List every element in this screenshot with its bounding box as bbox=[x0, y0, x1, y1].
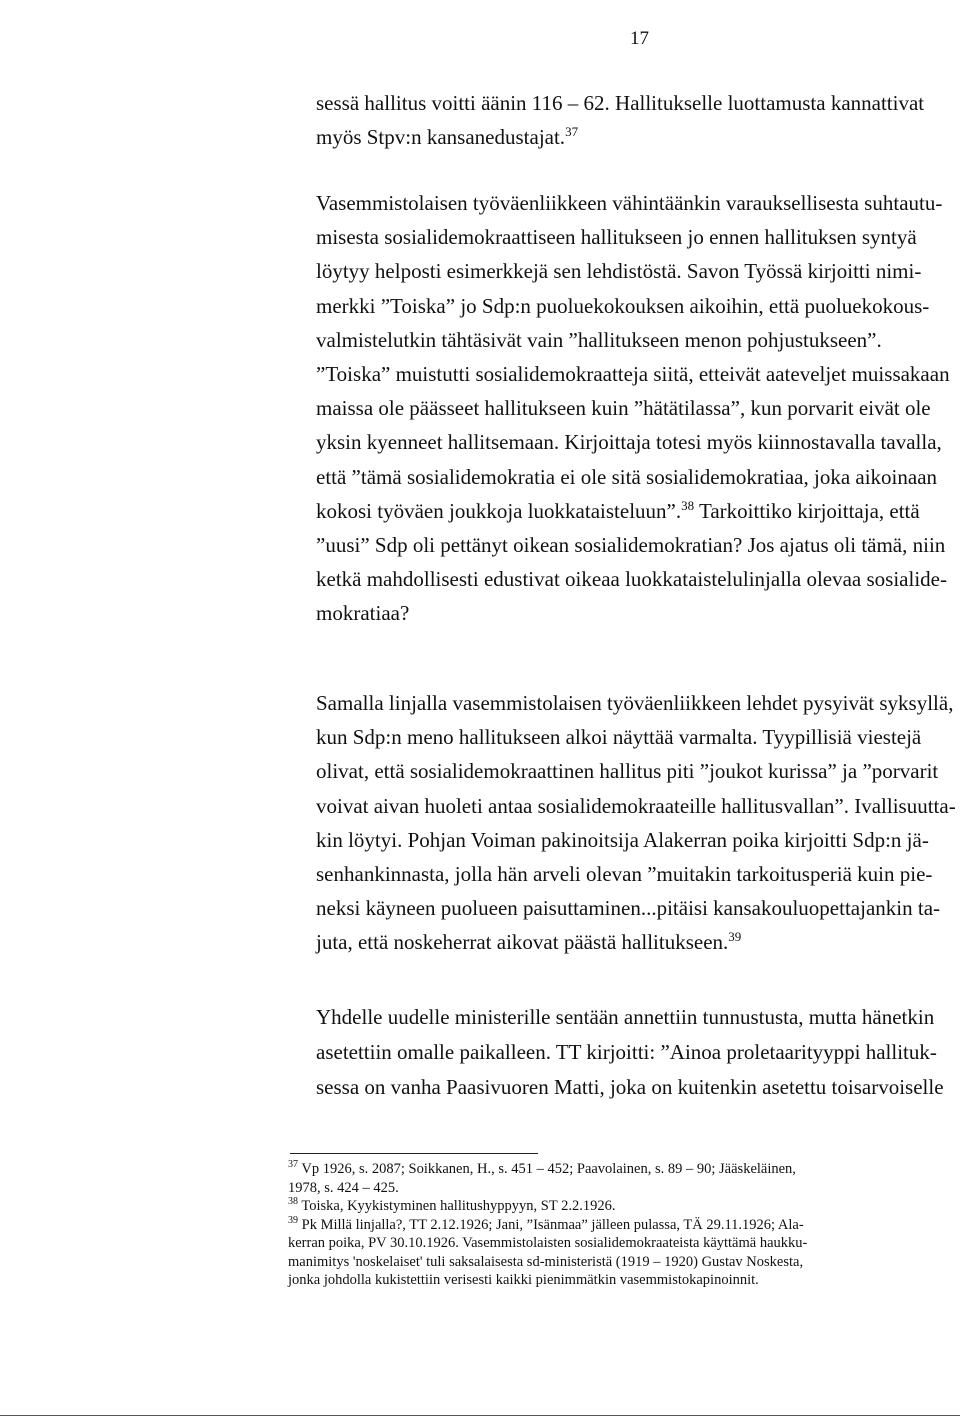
text-line: kin löytyi. Pohjan Voiman pakinoitsija Alakerran poika kirjoitti Sdp:n jä- bbox=[316, 827, 929, 852]
text-line: kokosi työväen joukkoja luokkataisteluun”.$^{38}$ Tarkoittiko kirjoittaja, että bbox=[316, 497, 920, 523]
paragraph-2 bbox=[316, 186, 956, 630]
text-line: misesta sosialidemokraattiseen hallitukseen jo ennen hallituksen syntyä bbox=[316, 225, 917, 250]
footnote-37: $^{37}$ Vp 1926, s. 2087; Soikkanen, H., s. 451 – 452; Paavolainen, s. 89 – 90; Jääskeläinen, bbox=[288, 1159, 796, 1177]
footnote-38: $^{38}$ Toiska, Kyykistyminen hallitushyppyyn, ST 2.2.1926. bbox=[288, 1196, 616, 1214]
text-line: ”uusi” Sdp oli pettänyt oikean sosialidemokratian? Jos ajatus oli tämä, niin bbox=[316, 532, 946, 557]
footnote-separator bbox=[290, 1153, 538, 1154]
text-line: Yhdelle uudelle ministerille sentään annettiin tunnustusta, mutta hänetkin bbox=[316, 1005, 935, 1029]
footnote-text-line: manimitys 'noskelaiset' tuli saksalaisesta sd-ministeristä (1919 – 1920) Gustav Noskesta, bbox=[288, 1253, 804, 1270]
text-line: myös Stpv:n kansanedustajat.$^{37}$ bbox=[316, 124, 579, 149]
footnote-ref: 38 bbox=[681, 497, 695, 513]
text-line: löytyy helposti esimerkkejä sen lehdistöstä. Savon Työssä kirjoitti nimi- bbox=[316, 259, 922, 284]
text-line: yksin kyenneet hallitsemaan. Kirjoittaja totesi myös kiinnostavalla tavalla, bbox=[316, 430, 942, 455]
text-line: kun Sdp:n meno hallitukseen alkoi näyttää varmalta. Tyypillisiä viestejä bbox=[316, 725, 922, 750]
paragraph-4 bbox=[316, 1000, 956, 1105]
text-line: olivat, että sosialidemokraattinen hallitus piti ”joukot kurissa” ja ”porvarit bbox=[316, 759, 939, 784]
footnote-number: 38 bbox=[288, 1196, 298, 1208]
text-line: merkki ”Toiska” jo Sdp:n puoluekokouksen aikoihin, että puoluekokous- bbox=[316, 293, 930, 318]
text-line: neksi käyneen puolueen paisuttaminen...pitäisi kansakouluopettajankin ta- bbox=[316, 896, 941, 921]
paragraph-1 bbox=[316, 86, 956, 154]
text-line: juta, että noskeherrat aikovat päästä hallitukseen.$^{39}$ bbox=[316, 929, 742, 955]
footnote-text-line: jonka johdolla kukistettiin verisesti kaikki pienimmätkin vasemmistokapinoinnit. bbox=[288, 1272, 759, 1288]
footnote-number: 39 bbox=[288, 1214, 298, 1226]
footnote-text-line: 1978, s. 424 – 425. bbox=[288, 1179, 399, 1196]
paragraph-3 bbox=[316, 686, 956, 960]
page-number: 17 bbox=[630, 28, 649, 49]
text-line: että ”tämä sosialidemokratia ei ole sitä sosialidemokratiaa, joka aikoinaan bbox=[316, 464, 938, 489]
footnote-ref: 39 bbox=[728, 929, 742, 945]
text-line: valmistelutkin tähtäsivät vain ”hallitukseen menon pohjustukseen”. bbox=[316, 327, 882, 352]
page-bottom-edge bbox=[0, 1415, 960, 1416]
text-line: sessa on vanha Paasivuoren Matti, joka on kuitenkin asetettu toisarvoiselle bbox=[316, 1075, 944, 1099]
text-line: mokratiaa? bbox=[316, 601, 410, 626]
footnotes bbox=[288, 1160, 956, 1290]
text-line: senhankinnasta, jolla hän arveli olevan ”muitakin tarkoitusperiä kuin pie- bbox=[316, 861, 933, 886]
text-line: asetettiin omalle paikalleen. TT kirjoitti: ”Ainoa proletaarityyppi hallituk- bbox=[316, 1040, 937, 1064]
footnote-text-line: kerran poika, PV 30.10.1926. Vasemmistolaisten sosialidemokraateista käyttämä haukku- bbox=[288, 1235, 808, 1251]
footnote-39: $^{39}$ Pk Millä linjalla?, TT 2.12.1926; Jani, ”Isänmaa” jälleen pulassa, TÄ 29.11.1926; Ala- bbox=[288, 1214, 804, 1233]
text-line: ketkä mahdollisesti edustivat oikeaa luokkataistelulinjalla olevaa sosialide- bbox=[316, 567, 947, 592]
footnote-ref: 37 bbox=[565, 124, 579, 139]
text-line: voivat aivan huoleti antaa sosialidemokraateille hallitusvallan”. Ivallisuutta- bbox=[316, 793, 956, 818]
text-line: ”Toiska” muistutti sosialidemokraatteja siitä, etteivät aateveljet muissakaan bbox=[316, 361, 950, 386]
text-line: maissa ole päässeet hallitukseen kuin ”hätätilassa”, kun porvarit eivät ole bbox=[316, 396, 931, 421]
footnote-number: 37 bbox=[288, 1159, 298, 1171]
text-line: Samalla linjalla vasemmistolaisen työväenliikkeen lehdet pysyivät syksyllä, bbox=[316, 691, 954, 715]
text-line: Vasemmistolaisen työväenliikkeen vähintäänkin varauksellisesta suhtautu- bbox=[316, 191, 943, 215]
text-line: sessä hallitus voitti äänin 116 – 62. Hallitukselle luottamusta kannattivat bbox=[316, 91, 925, 115]
